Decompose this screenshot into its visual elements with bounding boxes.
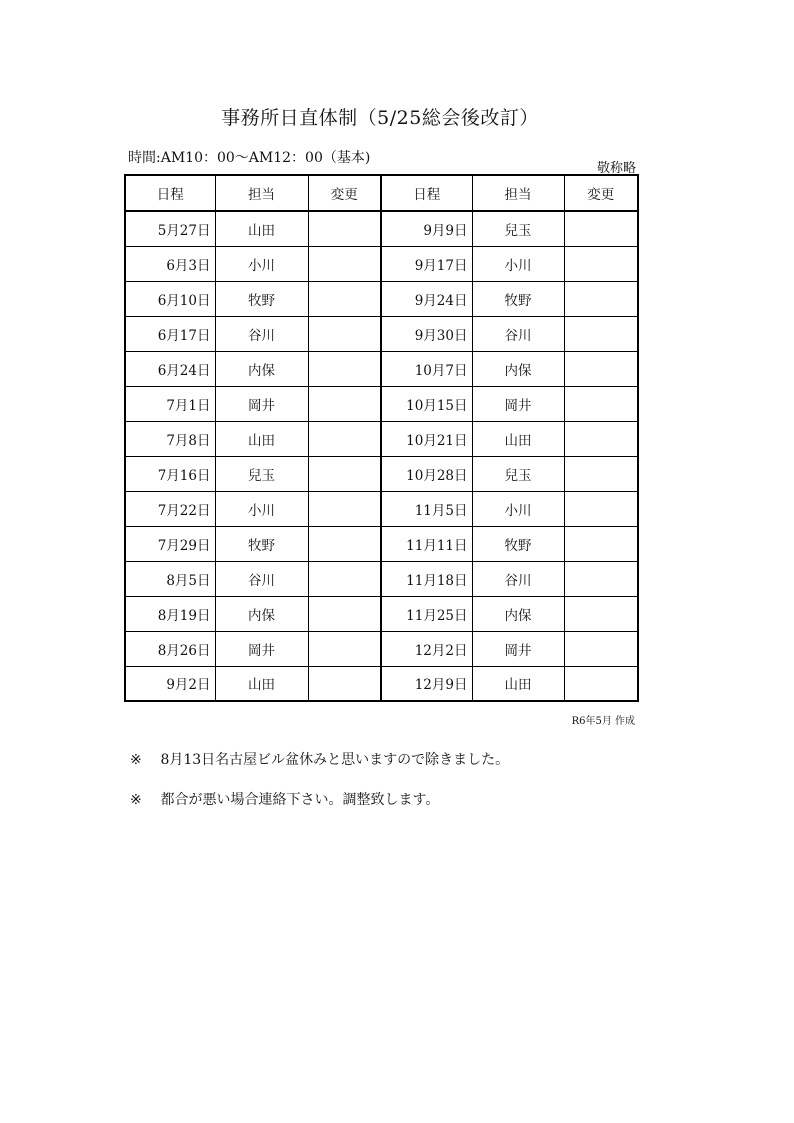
table-row: [125, 666, 638, 701]
change-cell: [564, 456, 638, 491]
table-row: [125, 281, 638, 316]
table-row: [125, 246, 638, 281]
change-cell: [564, 631, 638, 666]
change-cell: [308, 421, 381, 456]
person-cell: 山田: [215, 211, 308, 246]
change-cell: [308, 456, 381, 491]
person-cell: 谷川: [215, 561, 308, 596]
change-cell: [308, 386, 381, 421]
duty-schedule-table: [124, 174, 639, 702]
table-header-row: [125, 175, 638, 211]
date-cell: 8月19日: [125, 596, 215, 631]
person-cell: 牧野: [472, 526, 564, 561]
change-cell: [564, 561, 638, 596]
date-cell: 12月9日: [381, 666, 472, 701]
change-cell: [564, 211, 638, 246]
person-cell: 牧野: [472, 281, 564, 316]
table-row: [125, 491, 638, 526]
change-cell: [564, 596, 638, 631]
note-text: 8月13日名古屋ビル盆休みと思いますので除きました。: [160, 752, 510, 768]
date-cell: 10月15日: [381, 386, 472, 421]
person-cell: 小川: [472, 491, 564, 526]
date-cell: 7月8日: [125, 421, 215, 456]
table-row: [125, 421, 638, 456]
table-row: [125, 526, 638, 561]
date-cell: 8月26日: [125, 631, 215, 666]
date-cell: 7月29日: [125, 526, 215, 561]
date-cell: 6月17日: [125, 316, 215, 351]
header-date: 日程: [381, 175, 472, 211]
table-row: [125, 316, 638, 351]
date-cell: 7月1日: [125, 386, 215, 421]
note-item: [130, 789, 439, 809]
person-cell: 内保: [472, 596, 564, 631]
change-cell: [564, 491, 638, 526]
person-cell: 岡井: [472, 386, 564, 421]
person-cell: 牧野: [215, 281, 308, 316]
change-cell: [308, 561, 381, 596]
date-cell: 11月5日: [381, 491, 472, 526]
change-cell: [564, 666, 638, 701]
person-cell: 小川: [215, 491, 308, 526]
person-cell: 山田: [472, 421, 564, 456]
header-person: 担当: [215, 175, 308, 211]
person-cell: 小川: [472, 246, 564, 281]
date-cell: 6月10日: [125, 281, 215, 316]
person-cell: 山田: [215, 666, 308, 701]
table-row: [125, 211, 638, 246]
person-cell: 内保: [472, 351, 564, 386]
change-cell: [564, 386, 638, 421]
date-cell: 8月5日: [125, 561, 215, 596]
header-person: 担当: [472, 175, 564, 211]
date-cell: 11月11日: [381, 526, 472, 561]
change-cell: [308, 316, 381, 351]
change-cell: [564, 316, 638, 351]
date-cell: 9月2日: [125, 666, 215, 701]
date-cell: 10月21日: [381, 421, 472, 456]
person-cell: 山田: [472, 666, 564, 701]
table-row: [125, 631, 638, 666]
table-row: [125, 596, 638, 631]
date-cell: 7月22日: [125, 491, 215, 526]
date-cell: 12月2日: [381, 631, 472, 666]
change-cell: [308, 281, 381, 316]
change-cell: [564, 421, 638, 456]
header-change: 変更: [564, 175, 638, 211]
table-row: [125, 386, 638, 421]
date-cell: 9月24日: [381, 281, 472, 316]
person-cell: 兒玉: [472, 456, 564, 491]
header-change: 変更: [308, 175, 381, 211]
person-cell: 岡井: [472, 631, 564, 666]
document-title: 事務所日直体制（5/25総会後改訂）: [221, 107, 539, 129]
person-cell: 小川: [215, 246, 308, 281]
change-cell: [564, 351, 638, 386]
header-date: 日程: [125, 175, 215, 211]
table-row: [125, 351, 638, 386]
change-cell: [308, 526, 381, 561]
date-cell: 7月16日: [125, 456, 215, 491]
person-cell: 岡井: [215, 386, 308, 421]
person-cell: 谷川: [472, 561, 564, 596]
change-cell: [308, 246, 381, 281]
person-cell: 山田: [215, 421, 308, 456]
person-cell: 内保: [215, 351, 308, 386]
person-cell: 内保: [215, 596, 308, 631]
change-cell: [308, 211, 381, 246]
date-cell: 10月7日: [381, 351, 472, 386]
table-row: [125, 456, 638, 491]
note-text: 都合が悪い場合連絡下さい。調整致します。: [160, 792, 440, 808]
change-cell: [564, 526, 638, 561]
date-cell: 9月17日: [381, 246, 472, 281]
date-cell: 11月18日: [381, 561, 472, 596]
table-row: [125, 561, 638, 596]
honorific-note: 敬称略: [596, 161, 636, 176]
change-cell: [308, 666, 381, 701]
date-cell: 6月24日: [125, 351, 215, 386]
person-cell: 岡井: [215, 631, 308, 666]
note-item: [130, 749, 509, 769]
date-cell: 9月9日: [381, 211, 472, 246]
change-cell: [308, 631, 381, 666]
created-note: R6年5月 作成: [571, 716, 635, 727]
office-hours: 時間:AM10：00～AM12：00（基本): [128, 150, 371, 166]
reference-mark: ※: [130, 792, 142, 808]
date-cell: 10月28日: [381, 456, 472, 491]
change-cell: [308, 351, 381, 386]
person-cell: 谷川: [472, 316, 564, 351]
date-cell: 9月30日: [381, 316, 472, 351]
change-cell: [308, 491, 381, 526]
change-cell: [308, 596, 381, 631]
date-cell: 5月27日: [125, 211, 215, 246]
date-cell: 11月25日: [381, 596, 472, 631]
person-cell: 谷川: [215, 316, 308, 351]
person-cell: 兒玉: [215, 456, 308, 491]
reference-mark: ※: [130, 752, 142, 768]
change-cell: [564, 246, 638, 281]
date-cell: 6月3日: [125, 246, 215, 281]
person-cell: 兒玉: [472, 211, 564, 246]
change-cell: [564, 281, 638, 316]
person-cell: 牧野: [215, 526, 308, 561]
